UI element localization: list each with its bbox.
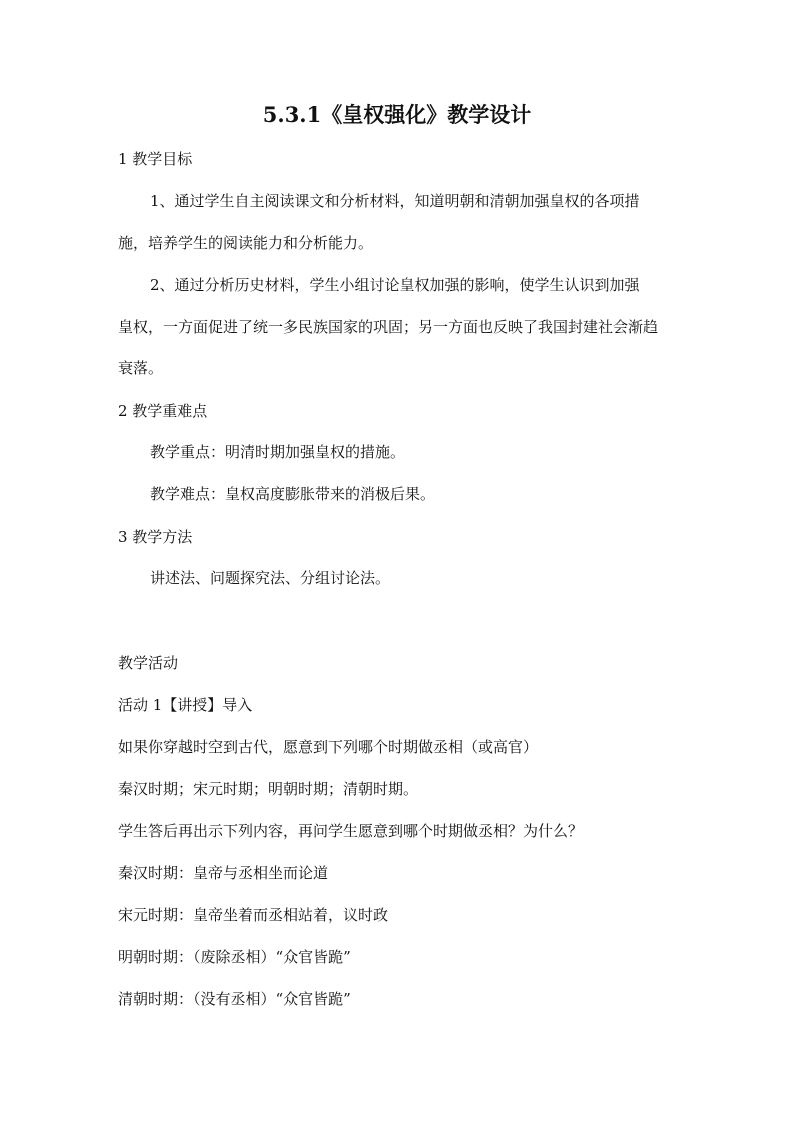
activity-text-line: 明朝时期：（废除丞相）“众官皆跪”	[118, 948, 351, 966]
document-title: 5.3.1《皇权强化》教学设计	[262, 102, 532, 127]
section-heading-teaching-objectives: 1 教学目标	[118, 150, 193, 168]
section-heading-key-points: 2 教学重难点	[118, 402, 208, 420]
activity-text-line: 秦汉时期；宋元时期；明朝时期；清朝时期。	[118, 780, 419, 798]
key-point-text: 教学重点：明清时期加强皇权的措施。	[150, 443, 406, 461]
section-heading-teaching-methods: 3 教学方法	[118, 528, 193, 546]
activity-text-line: 清朝时期：（没有丞相）“众官皆跪”	[118, 990, 351, 1008]
objective-2-line-1: 2、通过分析历史材料，学生小组讨论皇权加强的影响，使学生认识到加强	[150, 276, 640, 294]
difficult-point-text: 教学难点：皇权高度膨胀带来的消极后果。	[150, 485, 436, 503]
activity-text-line: 宋元时期：皇帝坐着而丞相站着，议时政	[118, 906, 389, 924]
activity-text-line: 学生答后再出示下列内容，再问学生愿意到哪个时期做丞相？为什么？	[118, 822, 584, 840]
objective-2-line-3: 衰落。	[118, 359, 164, 377]
activity-text-line: 如果你穿越时空到古代，愿意到下列哪个时期做丞相（或高官）	[118, 738, 539, 756]
activity-text-line: 秦汉时期：皇帝与丞相坐而论道	[118, 864, 329, 882]
objective-1-line-2: 施，培养学生的阅读能力和分析能力。	[118, 234, 374, 252]
objective-2-line-2: 皇权，一方面促进了统一多民族国家的巩固；另一方面也反映了我国封建社会渐趋	[118, 318, 659, 336]
teaching-methods-text: 讲述法、问题探究法、分组讨论法。	[150, 569, 391, 587]
activity-1-title: 活动 1【讲授】导入	[118, 696, 253, 714]
section-heading-teaching-activities: 教学活动	[118, 654, 179, 672]
objective-1-line-1: 1、通过学生自主阅读课文和分析材料，知道明朝和清朝加强皇权的各项措	[150, 192, 640, 210]
